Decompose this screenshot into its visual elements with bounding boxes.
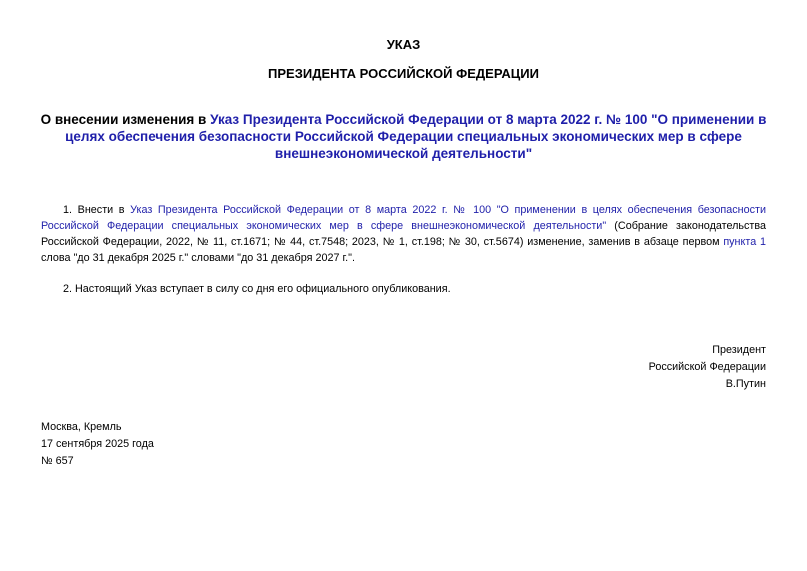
paragraph-1-lead: 1. Внести в	[63, 204, 131, 216]
signatory-position-line-2: Российской Федерации	[648, 361, 766, 373]
amended-decree-link[interactable]: Указ Президента Российской Федерации от 8 марта 2022 г. № 100 "О применении в целях обеспечения безопасности Российской Федерации специальных экономических мер в сфере внешнеэкономической деятельности"	[41, 204, 766, 232]
signing-date: 17 сентября 2025 года	[41, 438, 154, 450]
document-type-heading: УКАЗ	[386, 37, 421, 52]
signatory-position-line-1: Президент	[712, 344, 766, 356]
paragraph-2: 2. Настоящий Указ вступает в силу со дня его официального опубликования.	[63, 283, 451, 295]
paragraph-1-middle: (Собрание законодательства Российской Федерации, 2022, № 11, ст.1671; № 44, ст.7548; 2023, № 1, ст.198; № 30, ст.5674) изменение, заменив в абзаце первом	[41, 220, 766, 248]
place-date-block	[41, 419, 154, 470]
point-1-link[interactable]: пункта 1	[723, 236, 766, 248]
signature-block	[649, 342, 766, 393]
document-title	[30, 111, 777, 162]
paragraph-1-tail: слова "до 31 декабря 2025 г." словами "до 31 декабря 2027 г.".	[41, 252, 355, 264]
decree-number: № 657	[41, 455, 74, 467]
document-title-prefix: О внесении изменения в	[40, 112, 211, 127]
signatory-name: В.Путин	[725, 378, 766, 390]
issuer-heading: ПРЕЗИДЕНТА РОССИЙСКОЙ ФЕДЕРАЦИИ	[268, 66, 539, 81]
amended-decree-title-link[interactable]: Указ Президента Российской Федерации от 8 марта 2022 г. № 100 "О применении в целях обеспечения безопасности Российской Федерации специальных экономических мер в сфере внешнеэкономической деятельности"	[65, 112, 767, 161]
paragraph-1	[41, 202, 766, 266]
signing-location: Москва, Кремль	[41, 421, 122, 433]
